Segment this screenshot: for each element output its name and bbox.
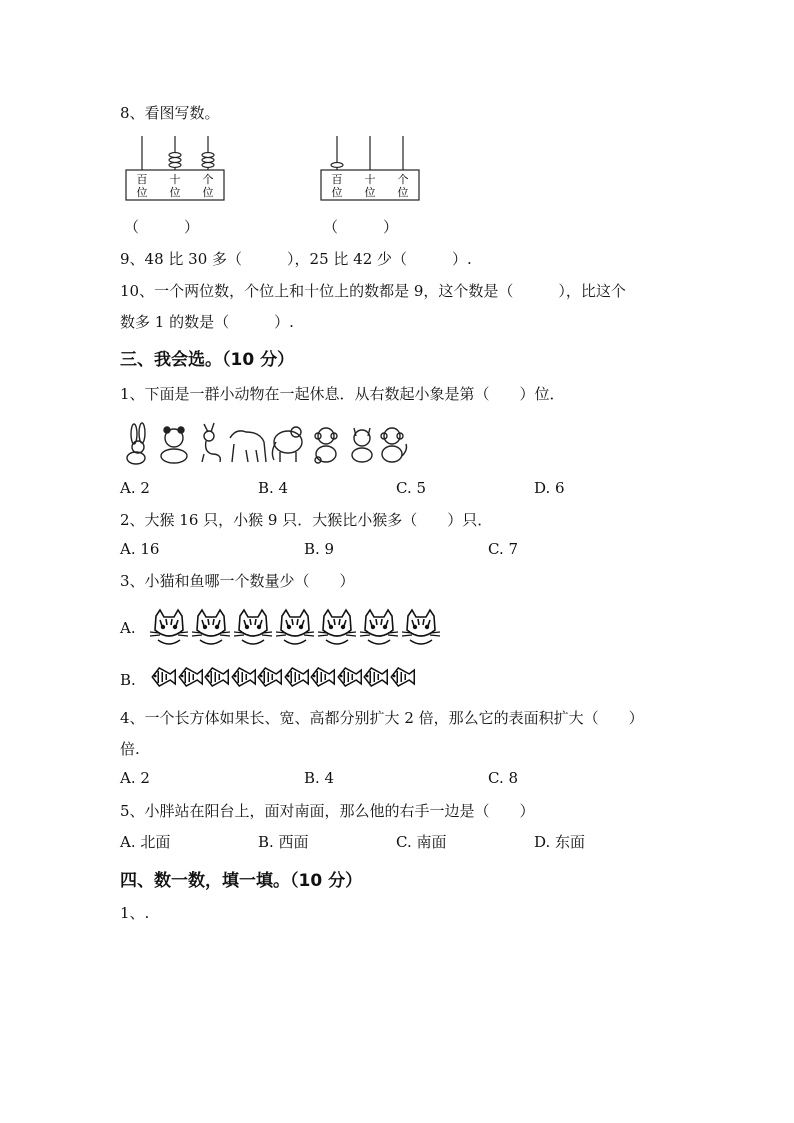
q8-text: 8、看图写数。	[120, 104, 220, 122]
abacus-bead	[202, 158, 214, 163]
elephant-icon	[272, 427, 302, 462]
s3-q2-option-c[interactable]: C. 7	[488, 540, 519, 558]
abacus-bead	[202, 153, 214, 158]
cat-icon	[232, 608, 274, 648]
cat-icon	[358, 608, 400, 648]
place-label: 十	[169, 173, 181, 186]
monkey-icon	[315, 428, 337, 463]
place-label: 个	[202, 173, 214, 186]
abacus-bead	[202, 163, 214, 168]
section-3-title: 三、我会选。（10 分）	[120, 350, 295, 370]
s3-q3-option-a[interactable]: A.	[120, 619, 136, 637]
abacus-bead	[331, 163, 343, 168]
cat-icon	[190, 608, 232, 648]
q8-answer-blank[interactable]: （ ）	[124, 218, 200, 236]
animals-picture	[120, 420, 410, 466]
q10-line2: 数多 1 的数是（ ）.	[120, 313, 294, 331]
fish-icon	[256, 664, 283, 690]
fish-icon	[389, 664, 416, 690]
fish-icon	[177, 664, 204, 690]
s3-q1-option-c[interactable]: C. 5	[396, 479, 427, 497]
cats-row	[148, 608, 442, 648]
s3-q1-option-d[interactable]: D. 6	[534, 479, 565, 497]
s3-q4-line1: 4、一个长方体如果长、宽、高都分别扩大 2 倍，那么它的表面积扩大（ ）	[120, 709, 644, 727]
s3-q1-option-b[interactable]: B. 4	[258, 479, 289, 497]
fish-icon	[336, 664, 363, 690]
cat-icon	[316, 608, 358, 648]
rabbit-icon	[127, 423, 145, 464]
monkey-icon	[381, 428, 407, 462]
section-4-title: 四、数一数，填一填。（10 分）	[120, 871, 363, 891]
s3-q5-option-b[interactable]: B. 西面	[258, 833, 309, 851]
s3-q5-option-c[interactable]: C. 南面	[396, 833, 447, 851]
fish-row	[150, 664, 415, 690]
place-label: 位	[364, 186, 376, 199]
s3-q4-option-c[interactable]: C. 8	[488, 769, 519, 787]
s3-q2-text: 2、大猴 16 只，小猴 9 只．大猴比小猴多（ ）只．	[120, 511, 493, 529]
place-label: 位	[331, 186, 343, 199]
q10-line1: 10、一个两位数，个位上和十位上的数都是 9，这个数是（ ），比这个	[120, 282, 626, 300]
place-label: 十	[364, 173, 376, 186]
q9-text: 9、48 比 30 多（ ），25 比 42 少（ ）.	[120, 250, 472, 268]
fish-icon	[203, 664, 230, 690]
s3-q2-option-a[interactable]: A. 16	[120, 540, 160, 558]
s3-q1-text: 1、下面是一群小动物在一起休息．从右数起小象是第（ ）位．	[120, 385, 565, 403]
s3-q5-option-d[interactable]: D. 东面	[534, 833, 586, 851]
place-label: 位	[397, 186, 409, 199]
fish-icon	[150, 664, 177, 690]
s3-q3-option-b[interactable]: B.	[120, 671, 136, 689]
cat-icon	[274, 608, 316, 648]
abacus-bead	[169, 163, 181, 168]
s3-q5-option-a[interactable]: A. 北面	[120, 833, 171, 851]
abacus-figure	[315, 132, 425, 204]
place-label: 百	[136, 173, 148, 186]
s3-q4-line2: 倍.	[120, 740, 140, 758]
panda-icon	[161, 427, 187, 463]
deer-icon	[202, 423, 220, 462]
s3-q5-text: 5、小胖站在阳台上，面对南面，那么他的右手一边是（ ）	[120, 802, 535, 820]
s3-q2-option-b[interactable]: B. 9	[304, 540, 335, 558]
cat-icon	[400, 608, 442, 648]
s3-q4-option-a[interactable]: A. 2	[120, 769, 150, 787]
abacus-figure	[120, 132, 230, 204]
s4-q1-text: 1、.	[120, 904, 150, 922]
q8-answer-blank[interactable]: （ ）	[323, 218, 399, 236]
fish-icon	[309, 664, 336, 690]
place-label: 位	[136, 186, 148, 199]
s3-q3-text: 3、小猫和鱼哪一个数量少（ ）	[120, 572, 355, 590]
fish-icon	[283, 664, 310, 690]
place-label: 百	[331, 173, 343, 186]
horse-icon	[230, 431, 266, 462]
abacus-bead	[169, 158, 181, 163]
place-label: 个	[397, 173, 409, 186]
abacus-bead	[169, 153, 181, 158]
place-label: 位	[202, 186, 214, 199]
cat-icon	[148, 608, 190, 648]
place-label: 位	[169, 186, 181, 199]
fish-icon	[362, 664, 389, 690]
fish-icon	[230, 664, 257, 690]
s3-q1-option-a[interactable]: A. 2	[120, 479, 150, 497]
cat-icon	[352, 428, 372, 462]
s3-q4-option-b[interactable]: B. 4	[304, 769, 335, 787]
